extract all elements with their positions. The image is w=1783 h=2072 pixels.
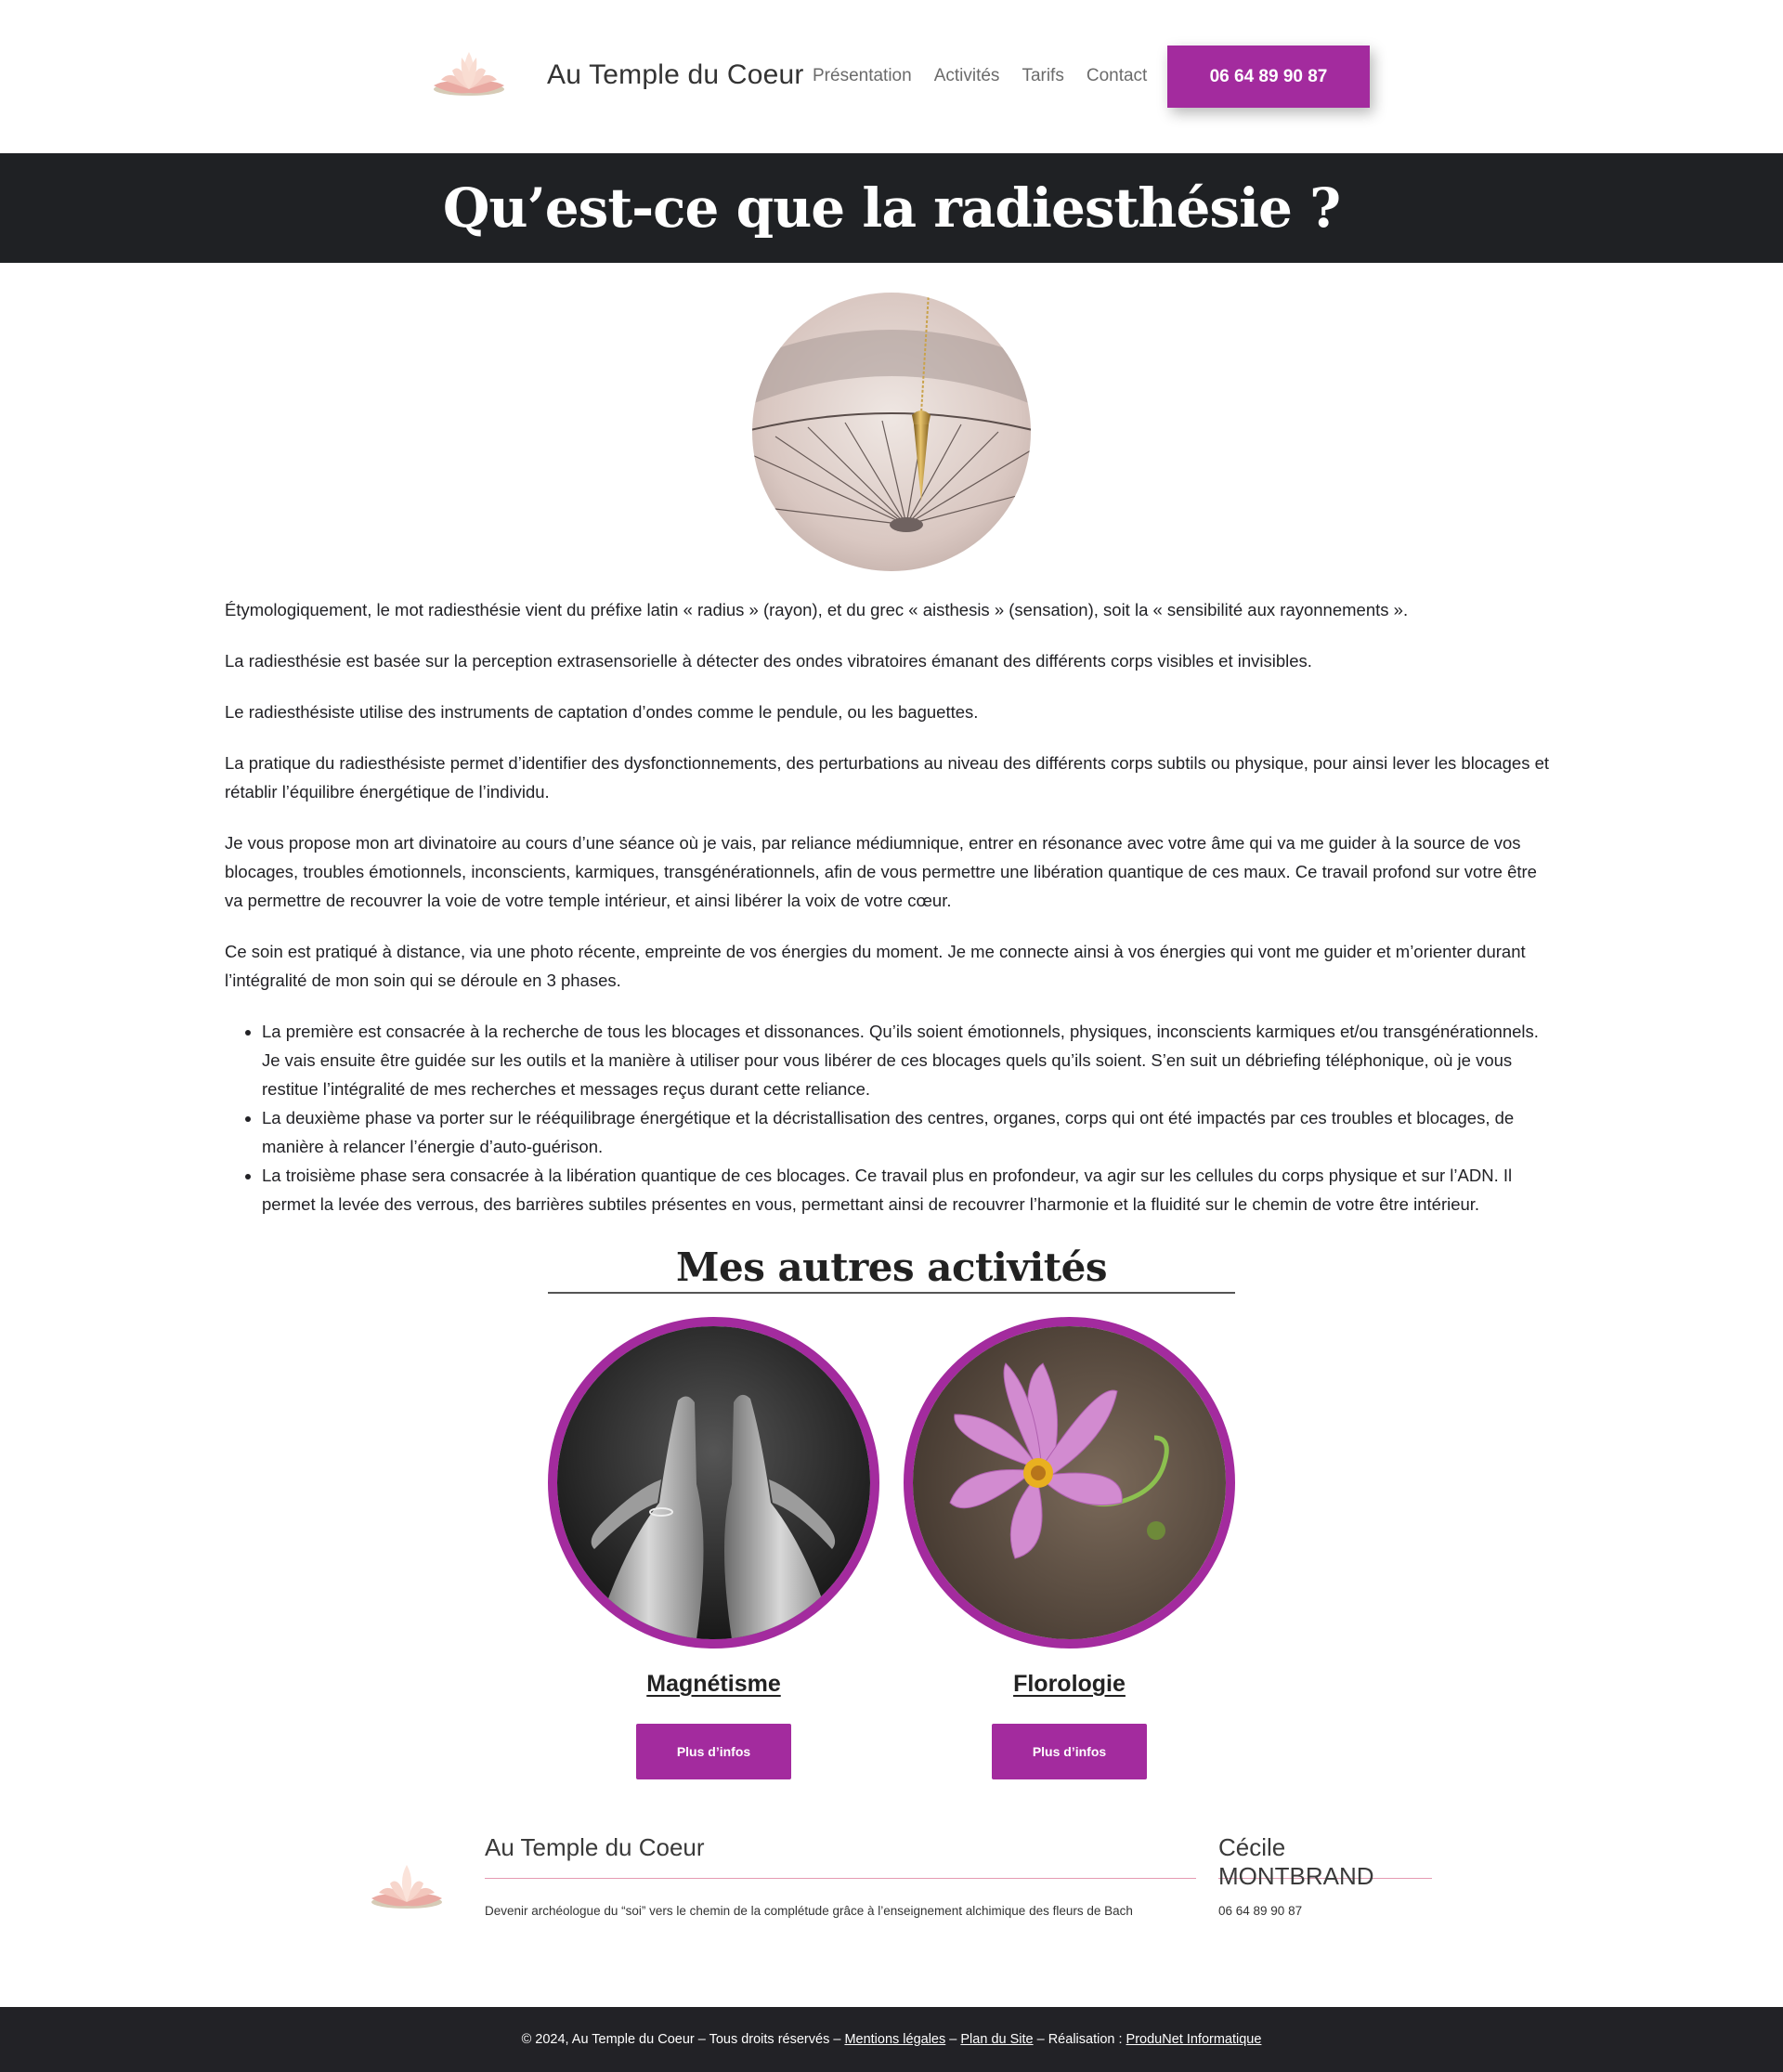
phases-list xyxy=(262,1017,1558,1218)
nav-tarifs[interactable]: Tarifs xyxy=(1022,66,1064,85)
paragraph: La radiesthésie est basée sur la perception extrasensorielle à détecter des ondes vibratoires émanant des différents corps visibles et invisibles. xyxy=(225,651,1312,671)
footer-about xyxy=(485,1826,1196,1918)
footer-owner: Cécile MONTBRAND xyxy=(1218,1826,1432,1879)
list-item: • La troisième phase sera consacrée à la libération quantique de ces blocages. Ce travail plus en profondeur, va agir sur les cellules du corps physique et sur l’ADN. Il permet la levée des verrous, des barrières subtiles présentes en vous, permettant ainsi de recouvrer l’harmonie et la fluidité sur le chemin de votre être intérieur. xyxy=(262,1161,1558,1218)
activities-heading: Mes autres activités xyxy=(548,1245,1235,1294)
paragraph: Le radiesthésiste utilise des instruments de captation d’ondes comme le pendule, ou les baguettes. xyxy=(225,702,979,722)
nav-presentation[interactable]: Présentation xyxy=(813,66,912,85)
footer-top xyxy=(0,1826,1783,2007)
site-header xyxy=(0,0,1783,153)
site-title[interactable]: Au Temple du Coeur xyxy=(547,59,804,90)
produnet-link[interactable]: ProduNet Informatique xyxy=(1126,2032,1262,2047)
activity-card-magnetisme xyxy=(548,1317,879,1779)
footer-site-name: Au Temple du Coeur xyxy=(485,1826,1196,1879)
activity-cards xyxy=(0,1317,1783,1779)
more-info-button-florologie[interactable]: Plus d’infos xyxy=(992,1724,1147,1779)
paragraph: La pratique du radiesthésiste permet d’identifier des dysfonctionnements, des perturbations au niveau des différents corps subtils ou physique, pour ainsi lever les blocages et rétablir l’équilibre énergétique de l’individu. xyxy=(225,753,1550,801)
list-item: • La première est consacrée à la recherche de tous les blocages et dissonances. Qu’ils soient émotionnels, physiques, inconscients karmiques et/ou transgénérationnels. Je vais ensuite être guidée sur les outils et la manière à utiliser pour vous libérer de ces blocages quels qu’ils soient. S’en suit un débriefing téléphonique, où je vous restitue l’intégralité de mes recherches et messages reçus durant cette reliance. xyxy=(262,1017,1558,1103)
lotus-logo-icon xyxy=(370,1861,444,1909)
separator: – xyxy=(945,2032,961,2047)
plan-du-site-link[interactable]: Plan du Site xyxy=(960,2032,1034,2047)
more-info-button-magnetisme[interactable]: Plus d’infos xyxy=(636,1724,791,1779)
site-footer xyxy=(0,1826,1783,2072)
lotus-logo-icon[interactable] xyxy=(432,48,506,97)
footer-bottom-bar xyxy=(0,2007,1783,2072)
mentions-legales-link[interactable]: Mentions légales xyxy=(844,2032,946,2047)
pendulum-image xyxy=(752,293,1031,571)
activity-card-florologie xyxy=(904,1317,1235,1779)
realisation-text: – Réalisation : xyxy=(1033,2032,1126,2047)
paragraph: Étymologiquement, le mot radiesthésie vient du préfixe latin « radius » (rayon), et du grec « aisthesis » (sensation), soit la « sensibilité aux rayonnements ». xyxy=(225,600,1409,619)
nav-activites[interactable]: Activités xyxy=(933,66,1000,85)
copyright-text: © 2024, Au Temple du Coeur – Tous droits réservés – xyxy=(521,2032,845,2047)
nav-contact[interactable]: Contact xyxy=(1086,66,1148,85)
flower-image[interactable] xyxy=(904,1317,1235,1648)
card-title-florologie[interactable]: Florologie xyxy=(1013,1671,1126,1697)
radiesthesie-content xyxy=(225,595,1558,1218)
hero-banner xyxy=(0,153,1783,263)
footer-tagline: Devenir archéologue du “soi” vers le chemin de la complétude grâce à l’enseignement alchimique des fleurs de Bach xyxy=(485,1904,1133,1918)
main-nav xyxy=(813,66,1147,86)
footer-phone[interactable]: 06 64 89 90 87 xyxy=(1218,1904,1303,1918)
list-item: • La deuxième phase va porter sur le rééquilibrage énergétique et la décristallisation des centres, organes, corps qui ont été impactés par ces troubles et blocages, de manière à relancer l’énergie d’auto-guérison. xyxy=(262,1103,1558,1161)
hands-image[interactable] xyxy=(548,1317,879,1648)
paragraph: Je vous propose mon art divinatoire au cours d’une séance où je vais, par reliance médiumnique, entrer en résonance avec votre âme qui va me guider à la source de vos blocages, troubles émotionnels, inconscients, karmiques, transgénérationnels, afin de vous permettre une libération quantique de ces maux. Ce travail profond sur votre être va permettre de recouvrer la voie de votre temple intérieur, et ainsi libérer la voix de votre cœur. xyxy=(225,833,1537,910)
page-title: Qu’est-ce que la radiesthésie ? xyxy=(442,176,1341,240)
phone-button[interactable]: 06 64 89 90 87 xyxy=(1167,46,1370,108)
footer-contact xyxy=(1218,1826,1432,1918)
card-title-magnetisme[interactable]: Magnétisme xyxy=(646,1671,781,1697)
paragraph: Ce soin est pratiqué à distance, via une photo récente, empreinte de vos énergies du moment. Je me connecte ainsi à vos énergies qui vont me guider et m’orienter durant l’intégralité de mon soin qui se déroule en 3 phases. xyxy=(225,942,1526,990)
